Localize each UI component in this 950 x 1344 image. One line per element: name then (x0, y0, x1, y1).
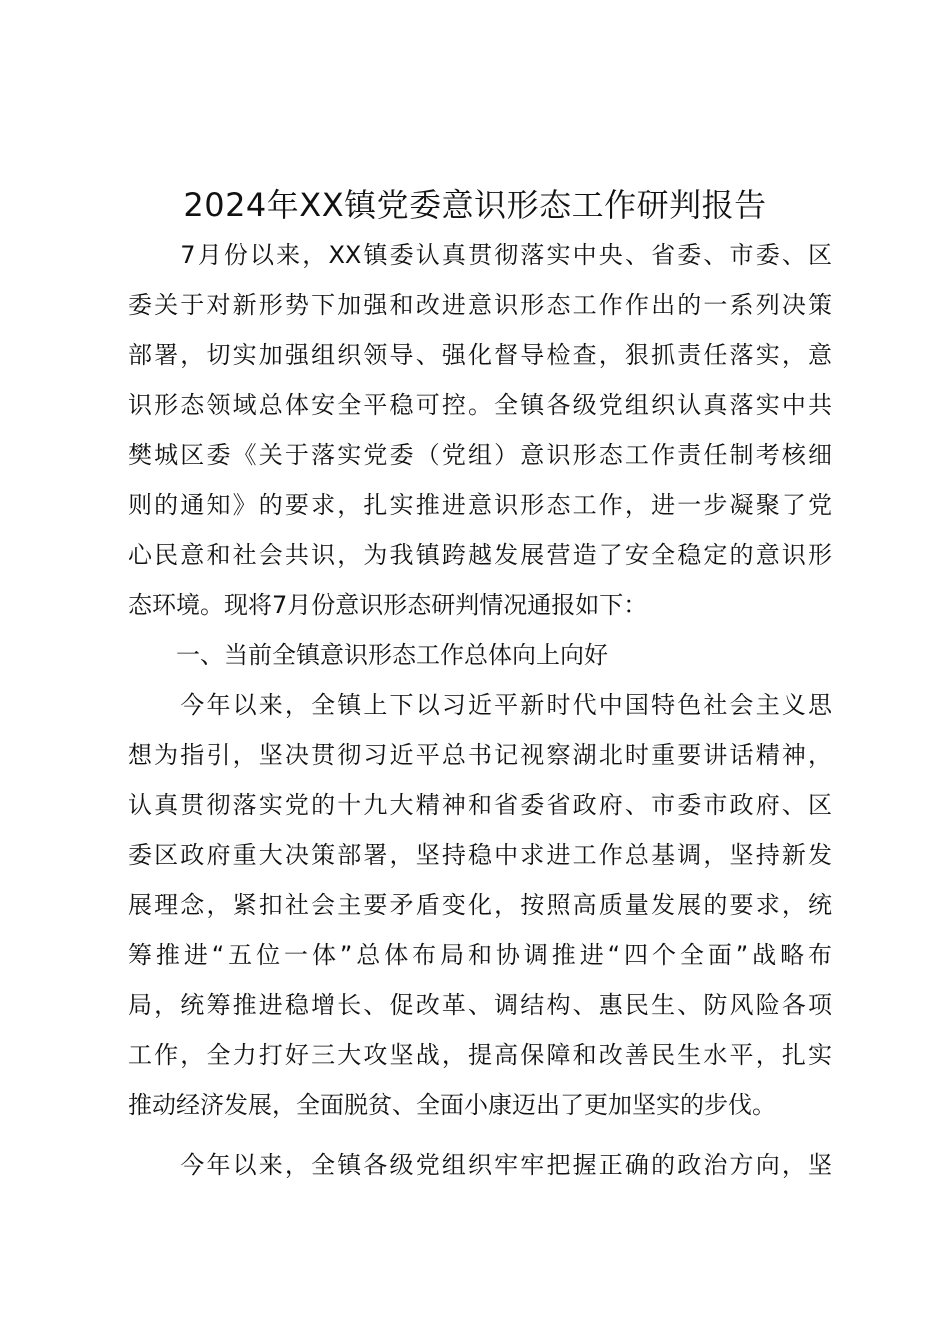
paragraph-line: 筹推进“五位一体”总体布局和协调推进“四个全面”战略布 (128, 941, 832, 969)
document-body (128, 230, 832, 1190)
paragraph-line: 7月份以来，XX镇委认真贯彻落实中央、省委、市委、区 (128, 241, 832, 269)
paragraph-line: 部署，切实加强组织领导、强化督导检查，狠抓责任落实，意 (128, 341, 832, 369)
paragraph-line: 识形态领域总体安全平稳可控。全镇各级党组织认真落实中共 (128, 391, 832, 419)
paragraph-line: 展理念，紧扣社会主要矛盾变化，按照高质量发展的要求，统 (128, 891, 832, 919)
paragraph-line: 心民意和社会共识，为我镇跨越发展营造了安全稳定的意识形 (128, 541, 832, 569)
paragraph-line: 樊城区委《关于落实党委（党组）意识形态工作责任制考核细 (128, 441, 832, 469)
paragraph-line: 今年以来，全镇上下以习近平新时代中国特色社会主义思 (128, 691, 832, 719)
paragraph-line: 则的通知》的要求，扎实推进意识形态工作，进一步凝聚了党 (128, 491, 832, 519)
section-heading: 一、当前全镇意识形态工作总体向上向好 (128, 641, 608, 669)
document-title: 2024年XX镇党委意识形态工作研判报告 (183, 186, 767, 224)
paragraph-line: 工作，全力打好三大攻坚战，提高保障和改善民生水平，扎实 (128, 1041, 832, 1069)
paragraph-line: 今年以来，全镇各级党组织牢牢把握正确的政治方向，坚 (128, 1151, 832, 1179)
paragraph-line: 委区政府重大决策部署，坚持稳中求进工作总基调，坚持新发 (128, 841, 832, 869)
paragraph-line: 态环境。现将7月份意识形态研判情况通报如下： (128, 591, 648, 619)
paragraph-line: 想为指引，坚决贯彻习近平总书记视察湖北时重要讲话精神， (128, 741, 832, 769)
paragraph-line: 局，统筹推进稳增长、促改革、调结构、惠民生、防风险各项 (128, 991, 832, 1019)
paragraph-gap (128, 1130, 832, 1140)
paragraph-line: 认真贯彻落实党的十九大精神和省委省政府、市委市政府、区 (128, 791, 832, 819)
paragraph-line: 推动经济发展，全面脱贫、全面小康迈出了更加坚实的步伐。 (128, 1091, 776, 1119)
paragraph-line: 委关于对新形势下加强和改进意识形态工作作出的一系列决策 (128, 291, 832, 319)
